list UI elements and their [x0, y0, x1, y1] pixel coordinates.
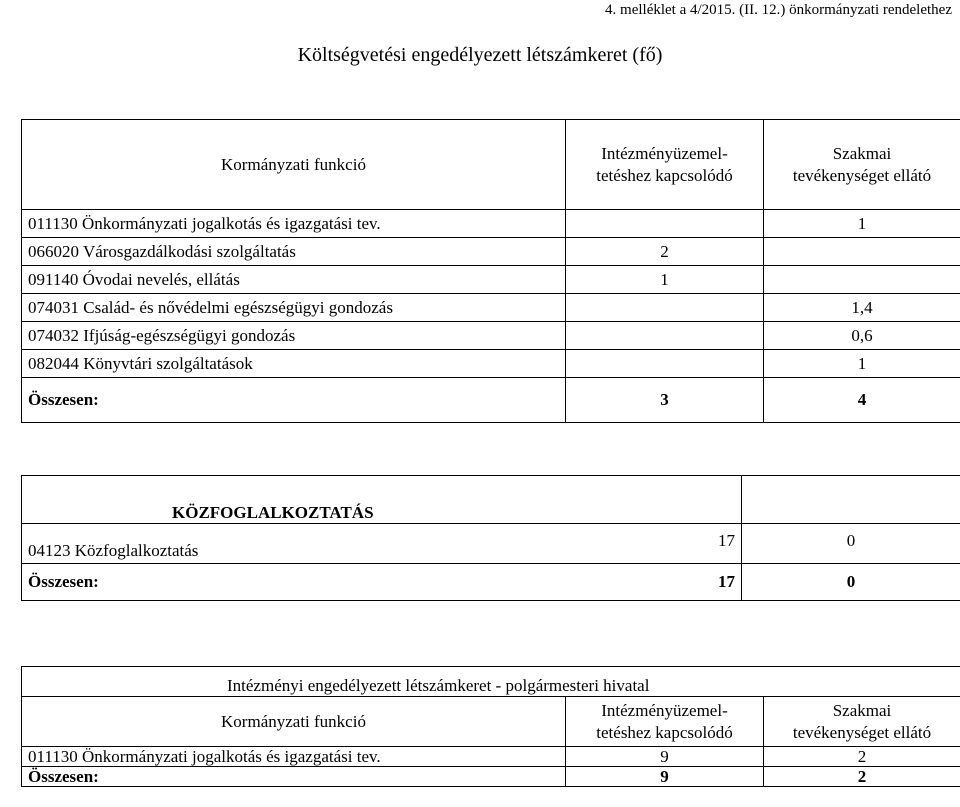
row-ops-value [566, 294, 764, 322]
col-header-ops-line2: tetéshez kapcsolódó [596, 165, 733, 185]
total-prof-value: 2 [764, 767, 960, 787]
row-ops-value: 2 [566, 238, 764, 266]
total-row [22, 564, 960, 601]
total-ops-value: 9 [566, 767, 764, 787]
col-header-function: Kormányzati funkció [22, 697, 566, 747]
total-label: Összesen: [22, 767, 566, 787]
total-row [22, 378, 960, 423]
row-prof-value: 0 [742, 524, 960, 564]
total-row [22, 767, 960, 787]
row-function-name: 074031 Család- és nővédelmi egészségügyi gondozás [22, 294, 566, 322]
total-label-cell [22, 564, 742, 601]
row-function-name-text: 04123 Közfoglalkoztatás [28, 541, 199, 560]
row-function-name [22, 524, 742, 564]
header-note: 4. melléklet a 4/2015. (II. 12.) önkormányzati rendelethez [605, 2, 952, 18]
table-row [22, 350, 960, 378]
col-header-ops [566, 120, 764, 210]
row-prof-value: 0,6 [764, 322, 960, 350]
col-header-function: Kormányzati funkció [22, 120, 566, 210]
total-label: Összesen: [22, 378, 566, 423]
table-row [22, 524, 960, 564]
public-works-table [21, 475, 960, 601]
col-header-prof-line1: Szakmai [832, 700, 892, 720]
table-header-row [22, 697, 960, 747]
row-prof-value: 1 [764, 350, 960, 378]
empty-cell [742, 476, 960, 524]
row-ops-value: 9 [566, 747, 764, 767]
col-header-prof [764, 697, 960, 747]
document-title: Költségvetési engedélyezett létszámkeret (fő) [297, 44, 663, 66]
section-title-row [22, 476, 960, 524]
row-function-name: 011130 Önkormányzati jogalkotás és igazgatási tev. [22, 210, 566, 238]
row-function-name: 074032 Ifjúság-egészségügyi gondozás [22, 322, 566, 350]
total-label: Összesen: [28, 572, 99, 591]
col-header-ops-line2: tetéshez kapcsolódó [596, 722, 733, 742]
col-header-prof-line1: Szakmai [832, 143, 892, 163]
staffing-table [21, 119, 960, 423]
row-ops-value: 1 [566, 266, 764, 294]
col-header-ops [566, 697, 764, 747]
row-function-name: 011130 Önkormányzati jogalkotás és igazgatási tev. [22, 747, 566, 767]
table-header-row [22, 120, 960, 210]
row-prof-value: 1,4 [764, 294, 960, 322]
col-header-prof-line2: tevékenységet ellátó [792, 722, 932, 742]
table-row [22, 294, 960, 322]
row-ops-value: 17 [718, 531, 735, 550]
table-row [22, 210, 960, 238]
row-function-name: 091140 Óvodai nevelés, ellátás [22, 266, 566, 294]
total-ops-value: 3 [566, 378, 764, 423]
row-function-name: 082044 Könyvtári szolgáltatások [22, 350, 566, 378]
col-header-prof-line2: tevékenységet ellátó [792, 165, 932, 185]
section-title: Intézményi engedélyezett létszámkeret - polgármesteri hivatal [22, 667, 960, 697]
section-title: KÖZFOGLALKOZTATÁS [22, 476, 742, 524]
col-header-ops-line1: Intézményüzemel- [601, 143, 728, 163]
total-ops-value: 17 [718, 572, 735, 591]
total-prof-value: 0 [742, 564, 960, 601]
table-row [22, 266, 960, 294]
table-row [22, 322, 960, 350]
row-prof-value [764, 266, 960, 294]
col-header-prof [764, 120, 960, 210]
row-function-name: 066020 Városgazdálkodási szolgáltatás [22, 238, 566, 266]
office-staffing-table [21, 666, 960, 787]
row-prof-value [764, 238, 960, 266]
col-header-ops-line1: Intézményüzemel- [601, 700, 728, 720]
total-prof-value: 4 [764, 378, 960, 423]
row-prof-value: 2 [764, 747, 960, 767]
row-ops-value [566, 210, 764, 238]
section-title-row [22, 667, 960, 697]
table-row [22, 238, 960, 266]
row-ops-value [566, 350, 764, 378]
row-ops-value [566, 322, 764, 350]
row-prof-value: 1 [764, 210, 960, 238]
table-row [22, 747, 960, 767]
